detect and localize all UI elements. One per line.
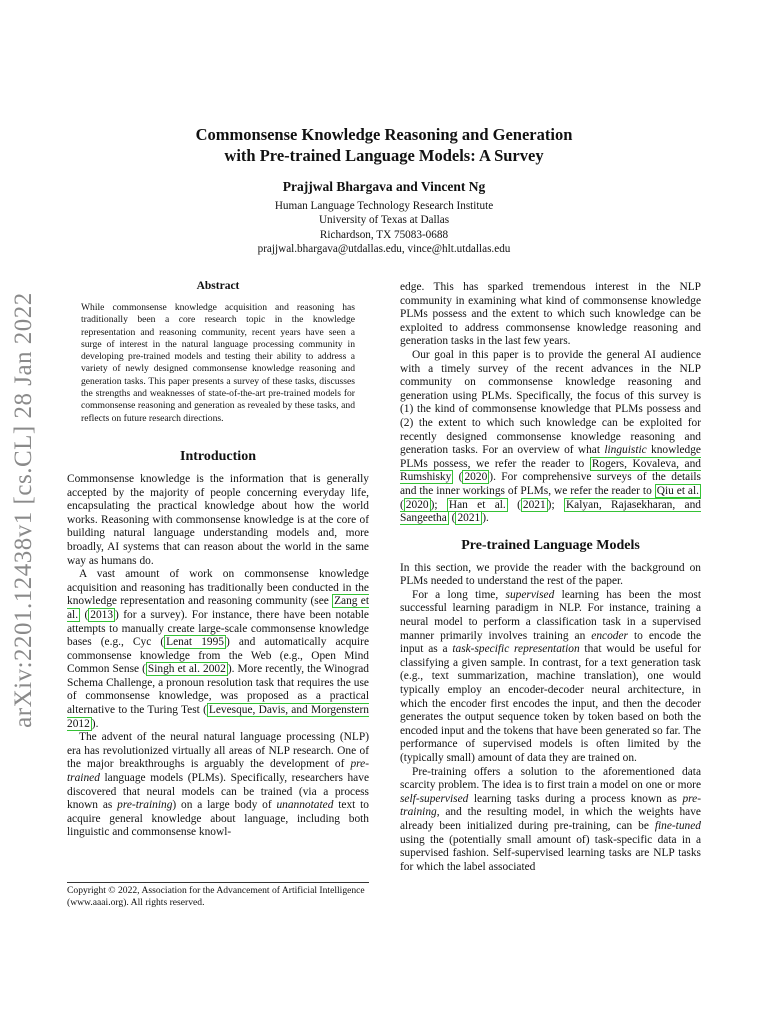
pretrained-lm-heading: Pre-trained Language Models: [461, 537, 640, 553]
citation-link[interactable]: 2021: [522, 498, 546, 511]
right-paragraph-4: For a long time, supervised learning has been the most successful learning paradigm in NLP. For instance, training a neural model to perform a classification task in a supervised manner primarily involves training an encoder to encode the input as a task-specific representation that would be useful for classifying a given sample. In contrast, for a text generation task (e.g., text summarization, machine translation), one would typically employ an encoder-decoder neural architecture, in which the encoder first encodes the input, and then the decoder generates the output sequence token by token based on both the encoded input and the tokens that have been generated so far. The performance of supervised models is often limited by the (typically small) amount of data they are trained on.: [400, 588, 701, 764]
citation-link[interactable]: 2021: [457, 512, 481, 525]
right-column: [400, 281, 701, 874]
citation-link[interactable]: Zang et al.: [67, 595, 369, 621]
title-line-2: with Pre-trained Language Models: A Survey: [224, 146, 544, 165]
introduction-heading: Introduction: [180, 448, 256, 464]
citation-link[interactable]: Rogers, Kovaleva, and Rumshisky: [400, 457, 701, 484]
citation-link[interactable]: Han et al.: [448, 498, 506, 511]
copyright-footnote: Copyright © 2022, Association for the Advancement of Artificial Intelligence (www.aaai.org). All rights reserved.: [67, 882, 369, 909]
title-line-1: Commonsense Knowledge Reasoning and Generation: [195, 125, 573, 144]
right-paragraph-3: In this section, we provide the reader with the background on PLMs needed to understand the rest of the paper.: [400, 561, 701, 588]
right-paragraph-2: Our goal in this paper is to provide the general AI audience with a timely survey of the recent advances in the NLP community on commonsense knowledge reasoning and generation using PLMs. Specifically, the focus of this survey is (1) the kind of commonsense knowledge that PLMs possess and (2) the extent to which such knowledge can be exploited for recently designed commonsense knowledge reasoning and generation tasks. For an overview of what linguistic knowledge PLMs possess, we refer the reader to Rogers, Kovaleva, and Rumshisky ( 2020 ). For comprehensive surveys of the details and the inner workings of PLMs, we refer the reader to Qiu et al. ( 2020 ); Han et al. ( 2021 ); Kalyan, Rajasekharan, and Sangeetha ( 2021 ).: [400, 348, 701, 525]
authors: Prajjwal Bhargava and Vincent Ng: [282, 179, 486, 194]
citation-link[interactable]: 2020: [464, 471, 488, 484]
intro-paragraph-1: Commonsense knowledge is the information that is generally accepted by the majority of people concerning everyday life, encapsulating the practical knowledge about how the world works. Reasoning with commonsense knowledge is at the core of building natural language understanding models and, more broadly, AI systems that can reason about the world in the same way as humans do.: [67, 472, 369, 567]
abstract-heading: Abstract: [196, 280, 240, 292]
citation-link[interactable]: 2013: [90, 608, 114, 621]
citation-link[interactable]: Lenat 1995: [166, 636, 224, 649]
intro-paragraph-2: A vast amount of work on commonsense knowledge acquisition and reasoning has traditionally been conducted in the knowledge representation and reasoning community (see Zang et al. ( 2013 ) for a survey). For instance, there have been notable attempts to manually create large-scale commonsense knowledge bases (e.g., Cyc ( Lenat 1995 ) and automatically acquire commonsense knowledge from the Web (e.g., Open Mind Common Sense ( Singh et al. 2002 ). More recently, the Winograd Schema Challenge, a pronoun resolution task that requires the use of commonsense knowledge, was proposed as a practical alternative to the Turing Test ( Levesque, Davis, and Morgenstern 2012 ).: [67, 568, 370, 730]
citation-link[interactable]: 2020: [405, 498, 429, 511]
citation-link[interactable]: Singh et al. 2002: [147, 663, 226, 676]
right-paragraph-5: Pre-training offers a solution to the aforementioned data scarcity problem. The idea is to first train a model on one or more self-supervised learning tasks during a process known as pre-training, and the resulting model, in which the weights have already been initialized during pre-training, can be fine-tuned using the (potentially small amount of) task-specific data in a supervised fashion. Self-supervised learning tasks are NLP tasks for which the label associated: [400, 765, 701, 873]
citation-link[interactable]: Levesque, Davis, and Morgenstern 2012: [67, 704, 369, 730]
left-column: [67, 280, 369, 840]
affiliation-emails: prajjwal.bhargava@utdallas.edu, vince@hlt.utdallas.edu: [257, 242, 511, 255]
affiliation-address: Richardson, TX 75083-0688: [319, 228, 449, 241]
right-paragraph-1: edge. This has sparked tremendous interest in the NLP community in examining what kind of commonsense knowledge PLMs possess and the extent to which such knowledge can be exploited to address commonsense knowledge reasoning and generation tasks in the last few years.: [400, 281, 701, 348]
citation-link[interactable]: Kalyan, Rajasekharan, and Sangeetha: [400, 498, 701, 525]
affiliation-university: University of Texas at Dallas: [318, 214, 450, 227]
paper-title: [100, 124, 668, 166]
intro-paragraph-3: The advent of the neural natural language processing (NLP) era has revolutionized virtually all areas of NLP research. One of the major breakthroughs is arguably the development of pre-trained language models (PLMs). Specifically, researchers have discovered that neural models can be trained (via a process known as pre-training) on a large body of unannotated text to acquire general knowledge about language, including both linguistic and commonsense knowl-: [67, 731, 369, 839]
affiliation-institute: Human Language Technology Research Institute: [274, 200, 494, 212]
affiliation: [100, 199, 668, 256]
arxiv-identifier: [0, 280, 48, 740]
arxiv-identifier-text: arXiv:2201.12438v1 [cs.CL] 28 Jan 2022: [10, 292, 37, 728]
citation-link[interactable]: Qiu et al.: [656, 484, 699, 497]
abstract-text: While commonsense knowledge acquisition and reasoning has traditionally been a core research topic in the knowledge representation and reasoning community, recent years have seen a surge of interest in the natural language processing community in developing pre-trained models and testing their ability to address a variety of newly designed commonsense knowledge reasoning and generation tasks. This paper presents a survey of these tasks, discusses the strengths and weaknesses of state-of-the-art pre-trained models for commonsense reasoning and generation as revealed by these tasks, and reflects on future research directions.: [81, 302, 355, 424]
